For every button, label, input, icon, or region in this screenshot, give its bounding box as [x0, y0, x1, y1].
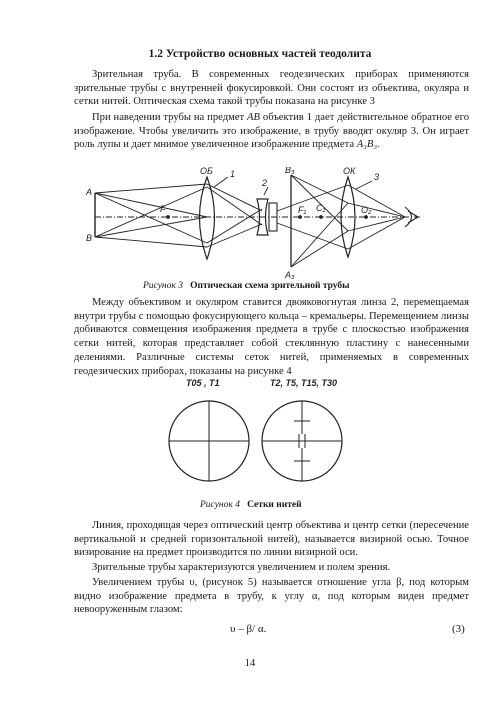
- ray-b-center: [95, 217, 207, 237]
- ray-eye-3: [291, 175, 348, 203]
- label-b: B: [86, 233, 93, 243]
- label-b3: B₃: [285, 167, 295, 175]
- ray-to-eye-2: [348, 217, 405, 249]
- figure3-caption: [143, 281, 350, 291]
- ray-obj-1: [207, 184, 262, 211]
- label-c1: C₁: [316, 203, 326, 213]
- ray-b-top: [95, 187, 207, 237]
- paragraph-objective-text-2: объектив 1 дает действительное обратное его изображение. Чтобы увеличить это изображение, в трубу вводят окуляр 3. Он играет роль лупы и дает мнимое увеличенное изображение предмета: [74, 112, 469, 151]
- paragraph-focusing-lens: Между объективом и окуляром ставится двояковогнутая линза 2, перемещаемая внутри трубы с помощью фокусирующего кольца – кремальеры. Перемещением линзы добиваются совмещения изображения предмета в трубе с плоскостью изображения сетки нитей, которая представляет собой стеклянную пластину с нанесенными делениями. Различные системы сеток нитей, применяемых в современных геодезических приборах, показаны на рисунке 4: [74, 297, 469, 377]
- label-ob: ОБ: [200, 167, 213, 176]
- paragraph-objective-text-1: При наведении трубы на предмет: [92, 112, 248, 123]
- label-f: F: [160, 204, 166, 214]
- figure4-caption: [200, 500, 302, 510]
- paragraph-objective-ab: АВ: [247, 112, 260, 123]
- ray-a-top: [95, 184, 207, 193]
- paragraph-objective: [74, 111, 469, 152]
- ray-a-bottom: [95, 193, 207, 243]
- leader-1: [214, 177, 228, 187]
- figure3-caption-label: Рисунок 3: [143, 281, 183, 291]
- label-ok: ОК: [343, 167, 356, 176]
- page-number: 14: [244, 658, 256, 669]
- ray-to-eye-3: [348, 203, 405, 217]
- ray-to-eye-4: [348, 217, 405, 231]
- ray-eye-2: [277, 223, 348, 249]
- label-f1: F₁: [298, 205, 307, 215]
- focus-f-point: [167, 216, 170, 219]
- optical-scheme-figure: [0, 167, 500, 287]
- equation-number: (3): [452, 623, 465, 635]
- reticle-left-label: Т05 , Т1: [186, 378, 220, 388]
- paragraph-objective-a3b3: А₃В₃: [356, 139, 377, 151]
- focus-o2-point: [365, 216, 368, 219]
- label-a: A: [86, 187, 93, 197]
- reticles-figure: [0, 376, 500, 486]
- magnification-formula: υ – β/ α.: [230, 623, 267, 635]
- label-a3: A₃: [285, 270, 295, 280]
- ray-to-eye-1: [348, 185, 405, 217]
- leader-3: [356, 181, 372, 189]
- figure4-caption-label: Рисунок 4: [200, 500, 240, 510]
- reticle-right-label: Т2, Т5, Т15, Т30: [270, 378, 338, 388]
- paragraph-magnification: Увеличением трубы υ, (рисунок 5) называется отношение угла β, под которым видно изображение предмета в трубу, к углу α, под которым виден предмет невооруженным глазом:: [74, 577, 469, 616]
- focus-f1-point: [299, 216, 302, 219]
- center-c1-point: [320, 216, 323, 219]
- ray-a-center: [95, 193, 207, 217]
- paragraph-objective-text-3: .: [377, 139, 380, 151]
- ray-eye-4: [291, 231, 348, 267]
- paragraph-sight-axis: Линия, проходящая через оптический центр объектива и центр сетки (пересечение вертикальной и средней горизонтальной нитей), называется визирной осью. Точное визирование на предмет производится по линии визирной оси.: [74, 520, 469, 559]
- label-2: 2: [262, 178, 268, 188]
- paragraph-telescope: Зрительная труба. В современных геодезических приборах применяются зрительные трубы с внутренней фокусировкой. Они состоят из объектива, окуляра и сетки нитей. Оптическая схема такой трубы показана на рисунке 3: [74, 69, 469, 108]
- section-heading: 1.2 Устройство основных частей теодолита: [148, 48, 372, 60]
- leader-2: [264, 187, 268, 195]
- ray-obj-2: [207, 224, 262, 247]
- label-1: 1: [230, 169, 236, 179]
- paragraph-characteristics: Зрительные трубы характеризуются увеличением и полем зрения.: [92, 562, 391, 573]
- ray-b-bottom: [95, 237, 207, 247]
- label-o2: O₂: [361, 205, 372, 215]
- label-3: 3: [374, 172, 380, 182]
- ray-obj-3: [207, 187, 262, 225]
- figure4-caption-title: Сетки нитей: [247, 500, 302, 510]
- ray-obj-4: [207, 209, 262, 243]
- figure3-caption-title: Оптическая схема зрительной трубы: [190, 281, 350, 291]
